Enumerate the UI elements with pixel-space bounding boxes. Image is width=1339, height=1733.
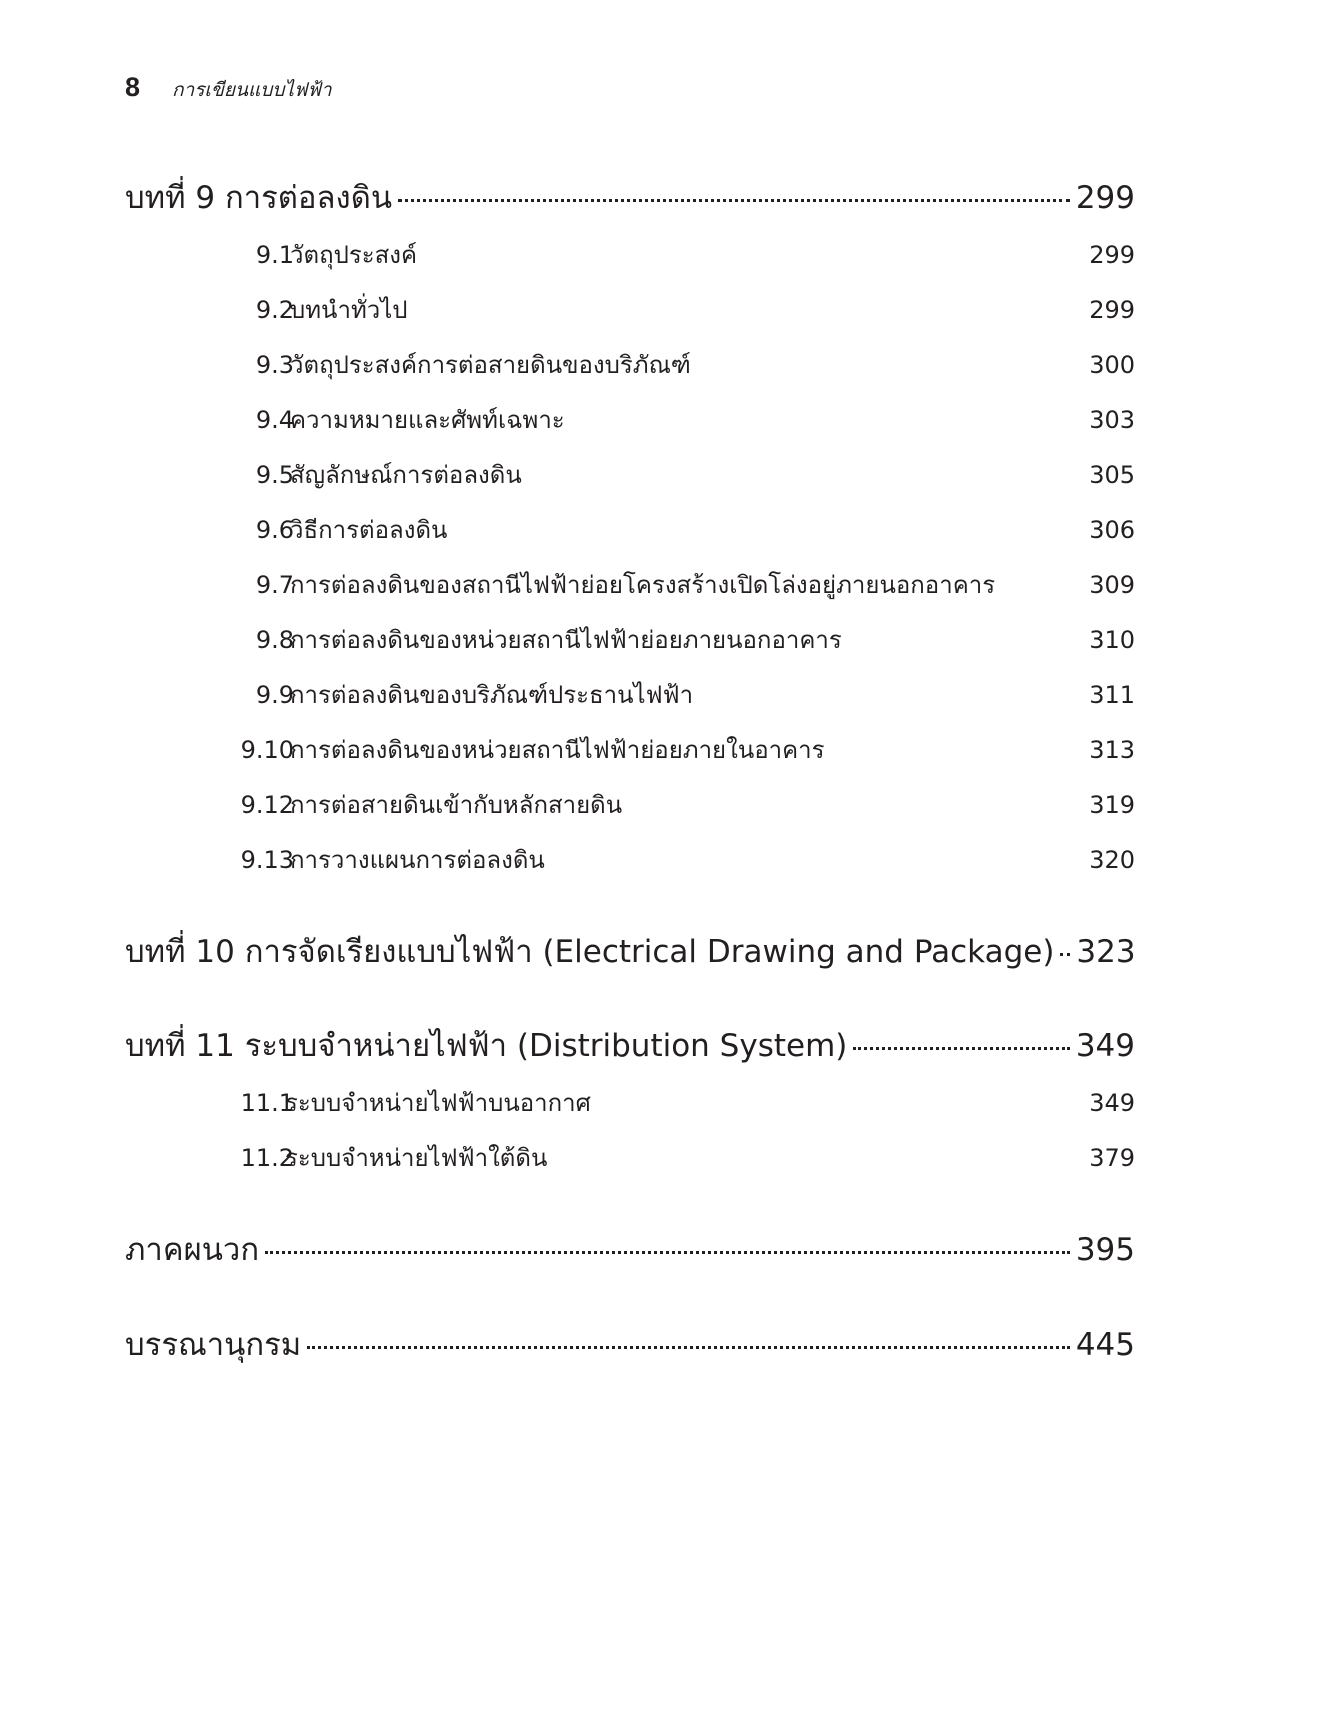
section-number: 9.9 <box>255 681 294 709</box>
section-number: 9.8 <box>255 626 294 654</box>
chapter-page: 323 <box>1076 934 1136 970</box>
dot-leader <box>1060 953 1070 956</box>
section-page: 349 <box>1089 1089 1135 1117</box>
toc-section[interactable] <box>225 1141 1135 1175</box>
section-title: การต่อลงดินของหน่วยสถานีไฟฟ้าย่อยภายในอาคาร <box>290 736 825 764</box>
page-number: 8 <box>125 72 141 102</box>
section-page: 320 <box>1089 846 1135 874</box>
section-title: การต่อลงดินของบริภัณฑ์ประธานไฟฟ้า <box>290 681 694 709</box>
section-number: 9.10 <box>240 736 294 764</box>
dot-leader <box>265 1251 1070 1254</box>
section-title: วิธีการต่อลงดิน <box>290 516 448 544</box>
chapter-title: ภาคผนวก <box>125 1232 260 1268</box>
section-number: 9.13 <box>240 846 294 874</box>
toc-section[interactable] <box>225 458 1135 492</box>
section-page: 300 <box>1089 351 1135 379</box>
chapter-title: บรรณานุกรม <box>125 1327 302 1363</box>
chapter-page: 349 <box>1075 1028 1135 1064</box>
section-number: 9.4 <box>255 406 294 434</box>
chapter-title: บทที่ 11 ระบบจำหน่ายไฟฟ้า (Distribution System) <box>125 1028 848 1064</box>
toc-chapter-11[interactable] <box>125 1026 1135 1066</box>
section-title: ระบบจำหน่ายไฟฟ้าใต้ดิน <box>285 1144 548 1172</box>
toc-section[interactable] <box>225 403 1135 437</box>
toc-bibliography[interactable] <box>125 1325 1135 1365</box>
toc-section[interactable] <box>225 678 1135 712</box>
section-page: 299 <box>1089 241 1135 269</box>
dot-leader <box>398 199 1070 202</box>
dot-leader <box>853 1047 1069 1050</box>
toc-section[interactable] <box>225 788 1135 822</box>
section-page: 309 <box>1089 571 1135 599</box>
toc-chapter-9[interactable] <box>125 178 1135 218</box>
chapter-page: 395 <box>1075 1232 1135 1268</box>
section-number: 9.5 <box>255 461 294 489</box>
section-title: สัญลักษณ์การต่อลงดิน <box>290 461 522 489</box>
section-title: บทนำทั่วไป <box>290 296 408 324</box>
section-page: 305 <box>1089 461 1135 489</box>
toc-section[interactable] <box>225 568 1135 602</box>
section-page: 313 <box>1089 736 1135 764</box>
section-number: 9.3 <box>255 351 294 379</box>
toc-section[interactable] <box>225 238 1135 272</box>
chapter-title: บทที่ 10 การจัดเรียงแบบไฟฟ้า (Electrical Drawing and Package) <box>125 934 1055 970</box>
chapter-page: 445 <box>1075 1327 1135 1363</box>
section-page: 379 <box>1089 1144 1135 1172</box>
section-title: การต่อลงดินของสถานีไฟฟ้าย่อยโครงสร้างเปิดโล่งอยู่ภายนอกอาคาร <box>290 571 996 599</box>
section-number: 9.1 <box>255 241 294 269</box>
toc-section[interactable] <box>225 843 1135 877</box>
section-title: วัตถุประสงค์ <box>290 241 418 269</box>
section-page: 306 <box>1089 516 1135 544</box>
toc-section[interactable] <box>225 1086 1135 1120</box>
section-page: 303 <box>1089 406 1135 434</box>
section-number: 9.6 <box>255 516 294 544</box>
toc-section[interactable] <box>225 348 1135 382</box>
toc-section[interactable] <box>225 733 1135 767</box>
toc-section[interactable] <box>225 623 1135 657</box>
section-title: ระบบจำหน่ายไฟฟ้าบนอากาศ <box>285 1089 591 1117</box>
section-number: 11.2 <box>240 1144 294 1172</box>
toc-chapter-10[interactable] <box>125 932 1135 972</box>
section-title: การวางแผนการต่อลงดิน <box>290 846 545 874</box>
section-page: 310 <box>1089 626 1135 654</box>
section-title: การต่อสายดินเข้ากับหลักสายดิน <box>290 791 623 819</box>
section-page: 299 <box>1089 296 1135 324</box>
section-number: 9.7 <box>255 571 294 599</box>
chapter-page: 299 <box>1075 180 1135 216</box>
section-page: 311 <box>1089 681 1135 709</box>
dot-leader <box>307 1346 1070 1349</box>
section-title: ความหมายและศัพท์เฉพาะ <box>290 406 565 434</box>
section-number: 9.12 <box>240 791 294 819</box>
toc-appendix[interactable] <box>125 1230 1135 1270</box>
section-title: วัตถุประสงค์การต่อสายดินของบริภัณฑ์ <box>290 351 691 379</box>
section-title: การต่อลงดินของหน่วยสถานีไฟฟ้าย่อยภายนอกอาคาร <box>290 626 842 654</box>
running-header <box>125 72 332 112</box>
section-number: 11.1 <box>240 1089 294 1117</box>
book-title: การเขียนแบบไฟฟ้า <box>172 79 332 101</box>
section-number: 9.2 <box>255 296 294 324</box>
chapter-title: บทที่ 9 การต่อลงดิน <box>125 180 393 216</box>
toc-section[interactable] <box>225 513 1135 547</box>
section-page: 319 <box>1089 791 1135 819</box>
toc-section[interactable] <box>225 293 1135 327</box>
